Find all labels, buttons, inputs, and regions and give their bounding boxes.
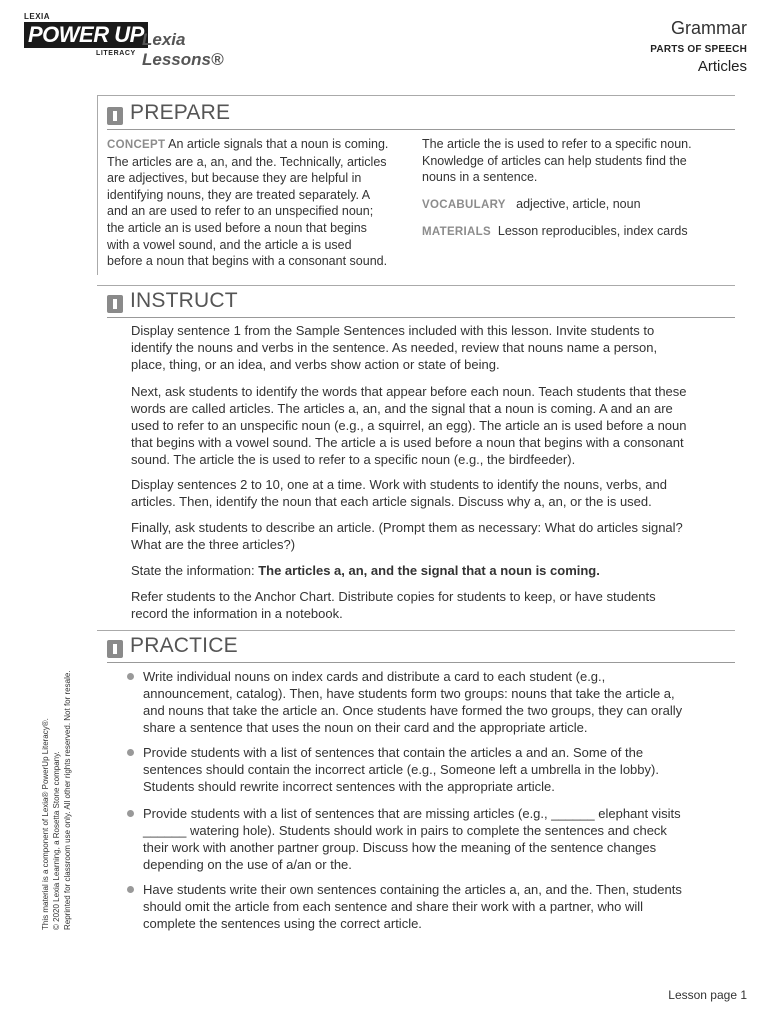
- instruct-top-rule: [97, 285, 735, 286]
- subject-label: Grammar: [671, 18, 747, 38]
- text-line: ______ watering hole). Students should work in pairs to complete the sentences and check: [143, 823, 667, 838]
- practice-bullet-2: [127, 744, 735, 795]
- text-line: that begins with a vowel sound. The article a is used before a noun that begins with a consonant: [131, 435, 684, 450]
- instruct-paragraph-1: [131, 322, 735, 373]
- logo-lexia-text: LEXIA: [24, 12, 51, 21]
- topic-label: Articles: [697, 58, 747, 75]
- side-note-line: Reprinted for classroom use only. All other rights reserved. Not for resale.: [63, 670, 72, 930]
- text-line: used to refer to an unspecific noun (e.g., a squirrel, an egg). The article an is used before a noun: [131, 418, 687, 433]
- prepare-top-rule: [97, 95, 735, 96]
- text-line: Write individual nouns on index cards and distribute a card to each student (e.g.,: [143, 669, 606, 684]
- text-line: sentences should contain the incorrect article (e.g., Someone left a umbrella in the lobby).: [143, 762, 659, 777]
- materials-row: [422, 223, 742, 241]
- lexia-logo: [24, 12, 264, 69]
- text-line: Next, ask students to identify the words that appear before each noun. Teach students that these: [131, 384, 687, 399]
- text-line: Display sentence 1 from the Sample Sentences included with this lesson. Invite students to: [131, 323, 655, 338]
- concept-line: An article signals that a noun is coming.: [165, 137, 389, 151]
- side-note-line: This material is a component of Lexia® PowerUp Literacy®.: [41, 718, 50, 930]
- text-line: should omit the article from each sentence and share their work with a partner, who will: [143, 899, 644, 914]
- text-line: Students should rewrite incorrect sentences with the appropriate article.: [143, 779, 555, 794]
- bullet-icon: [127, 810, 134, 817]
- practice-bullet-4: [127, 881, 735, 932]
- vocabulary-text: adjective, article, noun: [516, 196, 641, 211]
- practice-bullet-3: [127, 805, 735, 873]
- instruct-paragraph-3: [131, 476, 735, 510]
- text-line: record the information in a notebook.: [131, 606, 343, 621]
- concept-line: the article an is used before a noun that begins: [107, 220, 367, 235]
- text-line: place, thing, or an idea, and verbs show action or state of being.: [131, 357, 500, 372]
- text-line: State the information:: [131, 563, 259, 578]
- prepare-heading: [107, 101, 735, 130]
- logo-powerup-text: POWER UP: [24, 22, 148, 48]
- instruct-paragraph-4: [131, 519, 735, 553]
- text-line: and nouns that take the article an. Once students have formed the two groups, they can orally: [143, 703, 683, 718]
- side-note-line: © 2020 Lexia Learning, a Rosetta Stone company.: [52, 751, 61, 930]
- concept-line: nouns in a sentence.: [422, 170, 538, 185]
- practice-title: PRACTICE: [130, 634, 238, 657]
- concept-line: with a vowel sound, and the article a is used: [107, 237, 352, 252]
- concept-line: identifying nouns, they are treated separately. A: [107, 187, 371, 202]
- text-line: complete the sentences using the correct article.: [143, 916, 422, 931]
- text-line: identify the nouns and verbs in the sentence. As needed, review that nouns name a person,: [131, 340, 658, 355]
- instruct-title: INSTRUCT: [130, 289, 238, 312]
- key-statement: The articles a, an, and the signal that a noun is coming.: [258, 563, 600, 578]
- concept-line: are adjectives, but because they are helpful in: [107, 171, 362, 186]
- text-line: Display sentences 2 to 10, one at a time. Work with students to identify the nouns, verbs, and: [131, 477, 667, 492]
- practice-heading: [107, 634, 735, 663]
- prepare-concept: [107, 136, 417, 270]
- instruct-paragraph-6: [131, 588, 735, 622]
- text-line: depending on the use of a/an or the.: [143, 857, 352, 872]
- bullet-icon: [127, 749, 134, 756]
- concept-line: The article the is used to refer to a specific noun.: [422, 137, 692, 151]
- concept-line: Knowledge of articles can help students find the: [422, 153, 687, 168]
- prepare-left-rule: [97, 95, 98, 275]
- section-marker-icon: [107, 295, 123, 313]
- concept-label: CONCEPT: [107, 139, 166, 151]
- instruct-heading: [107, 289, 735, 318]
- text-line: words are called articles. The articles a, an, and the signal that a noun is coming. A and an are: [131, 401, 673, 416]
- text-line: Finally, ask students to describe an article. (Prompt them as necessary: What do articles signal?: [131, 520, 683, 535]
- text-line: Refer students to the Anchor Chart. Distribute copies for students to keep, or have students: [131, 589, 656, 604]
- section-marker-icon: [107, 640, 123, 658]
- materials-text: Lesson reproducibles, index cards: [497, 224, 688, 239]
- prepare-right-column: [422, 136, 742, 241]
- copyright-side-note: [40, 630, 73, 930]
- text-line: Provide students with a list of sentences that contain the articles a and an. Some of the: [143, 745, 644, 760]
- bullet-icon: [127, 886, 134, 893]
- text-line: announcement, catalog). Then, have students form two groups: nouns that take the article a,: [143, 686, 675, 701]
- practice-bullet-1: [127, 668, 735, 736]
- text-line: their work with another partner group. Discuss how the meaning of the sentence changes: [143, 840, 657, 855]
- instruct-paragraph-5: [131, 562, 735, 579]
- prepare-title: PREPARE: [130, 101, 231, 124]
- text-line: share a sentence that uses the noun on their card and the appropriate article.: [143, 720, 588, 735]
- text-line: What are the three articles?): [131, 537, 296, 552]
- section-marker-icon: [107, 107, 123, 125]
- text-line: Have students write their own sentences containing the articles a, an, and the. Then, students: [143, 882, 682, 897]
- materials-label: MATERIALS: [422, 226, 491, 239]
- text-line: articles. Then, identify the noun that each article signals. Discuss why a, an, or the is used.: [131, 494, 652, 509]
- page-number: Lesson page 1: [668, 988, 747, 1002]
- bullet-icon: [127, 673, 134, 680]
- instruct-paragraph-2: [131, 383, 735, 468]
- concept-line: before a noun that begins with a consonant sound.: [107, 254, 388, 269]
- vocabulary-row: [422, 196, 742, 214]
- concept-line: The articles are a, an, and the. Technically, articles: [107, 154, 387, 169]
- text-line: Provide students with a list of sentences that are missing articles (e.g., ______ elephant visits: [143, 806, 681, 821]
- practice-top-rule: [97, 630, 735, 631]
- concept-line: and an are used to refer to an unspecified noun;: [107, 204, 374, 219]
- logo-lessons-text: Lexia Lessons®: [142, 30, 224, 69]
- text-line: sound. The article the is used to refer to a specific noun (e.g., the birdfeeder).: [131, 452, 576, 467]
- logo-literacy-text: LITERACY: [96, 50, 136, 57]
- category-label: PARTS OF SPEECH: [650, 44, 747, 55]
- vocabulary-label: VOCABULARY: [422, 198, 506, 211]
